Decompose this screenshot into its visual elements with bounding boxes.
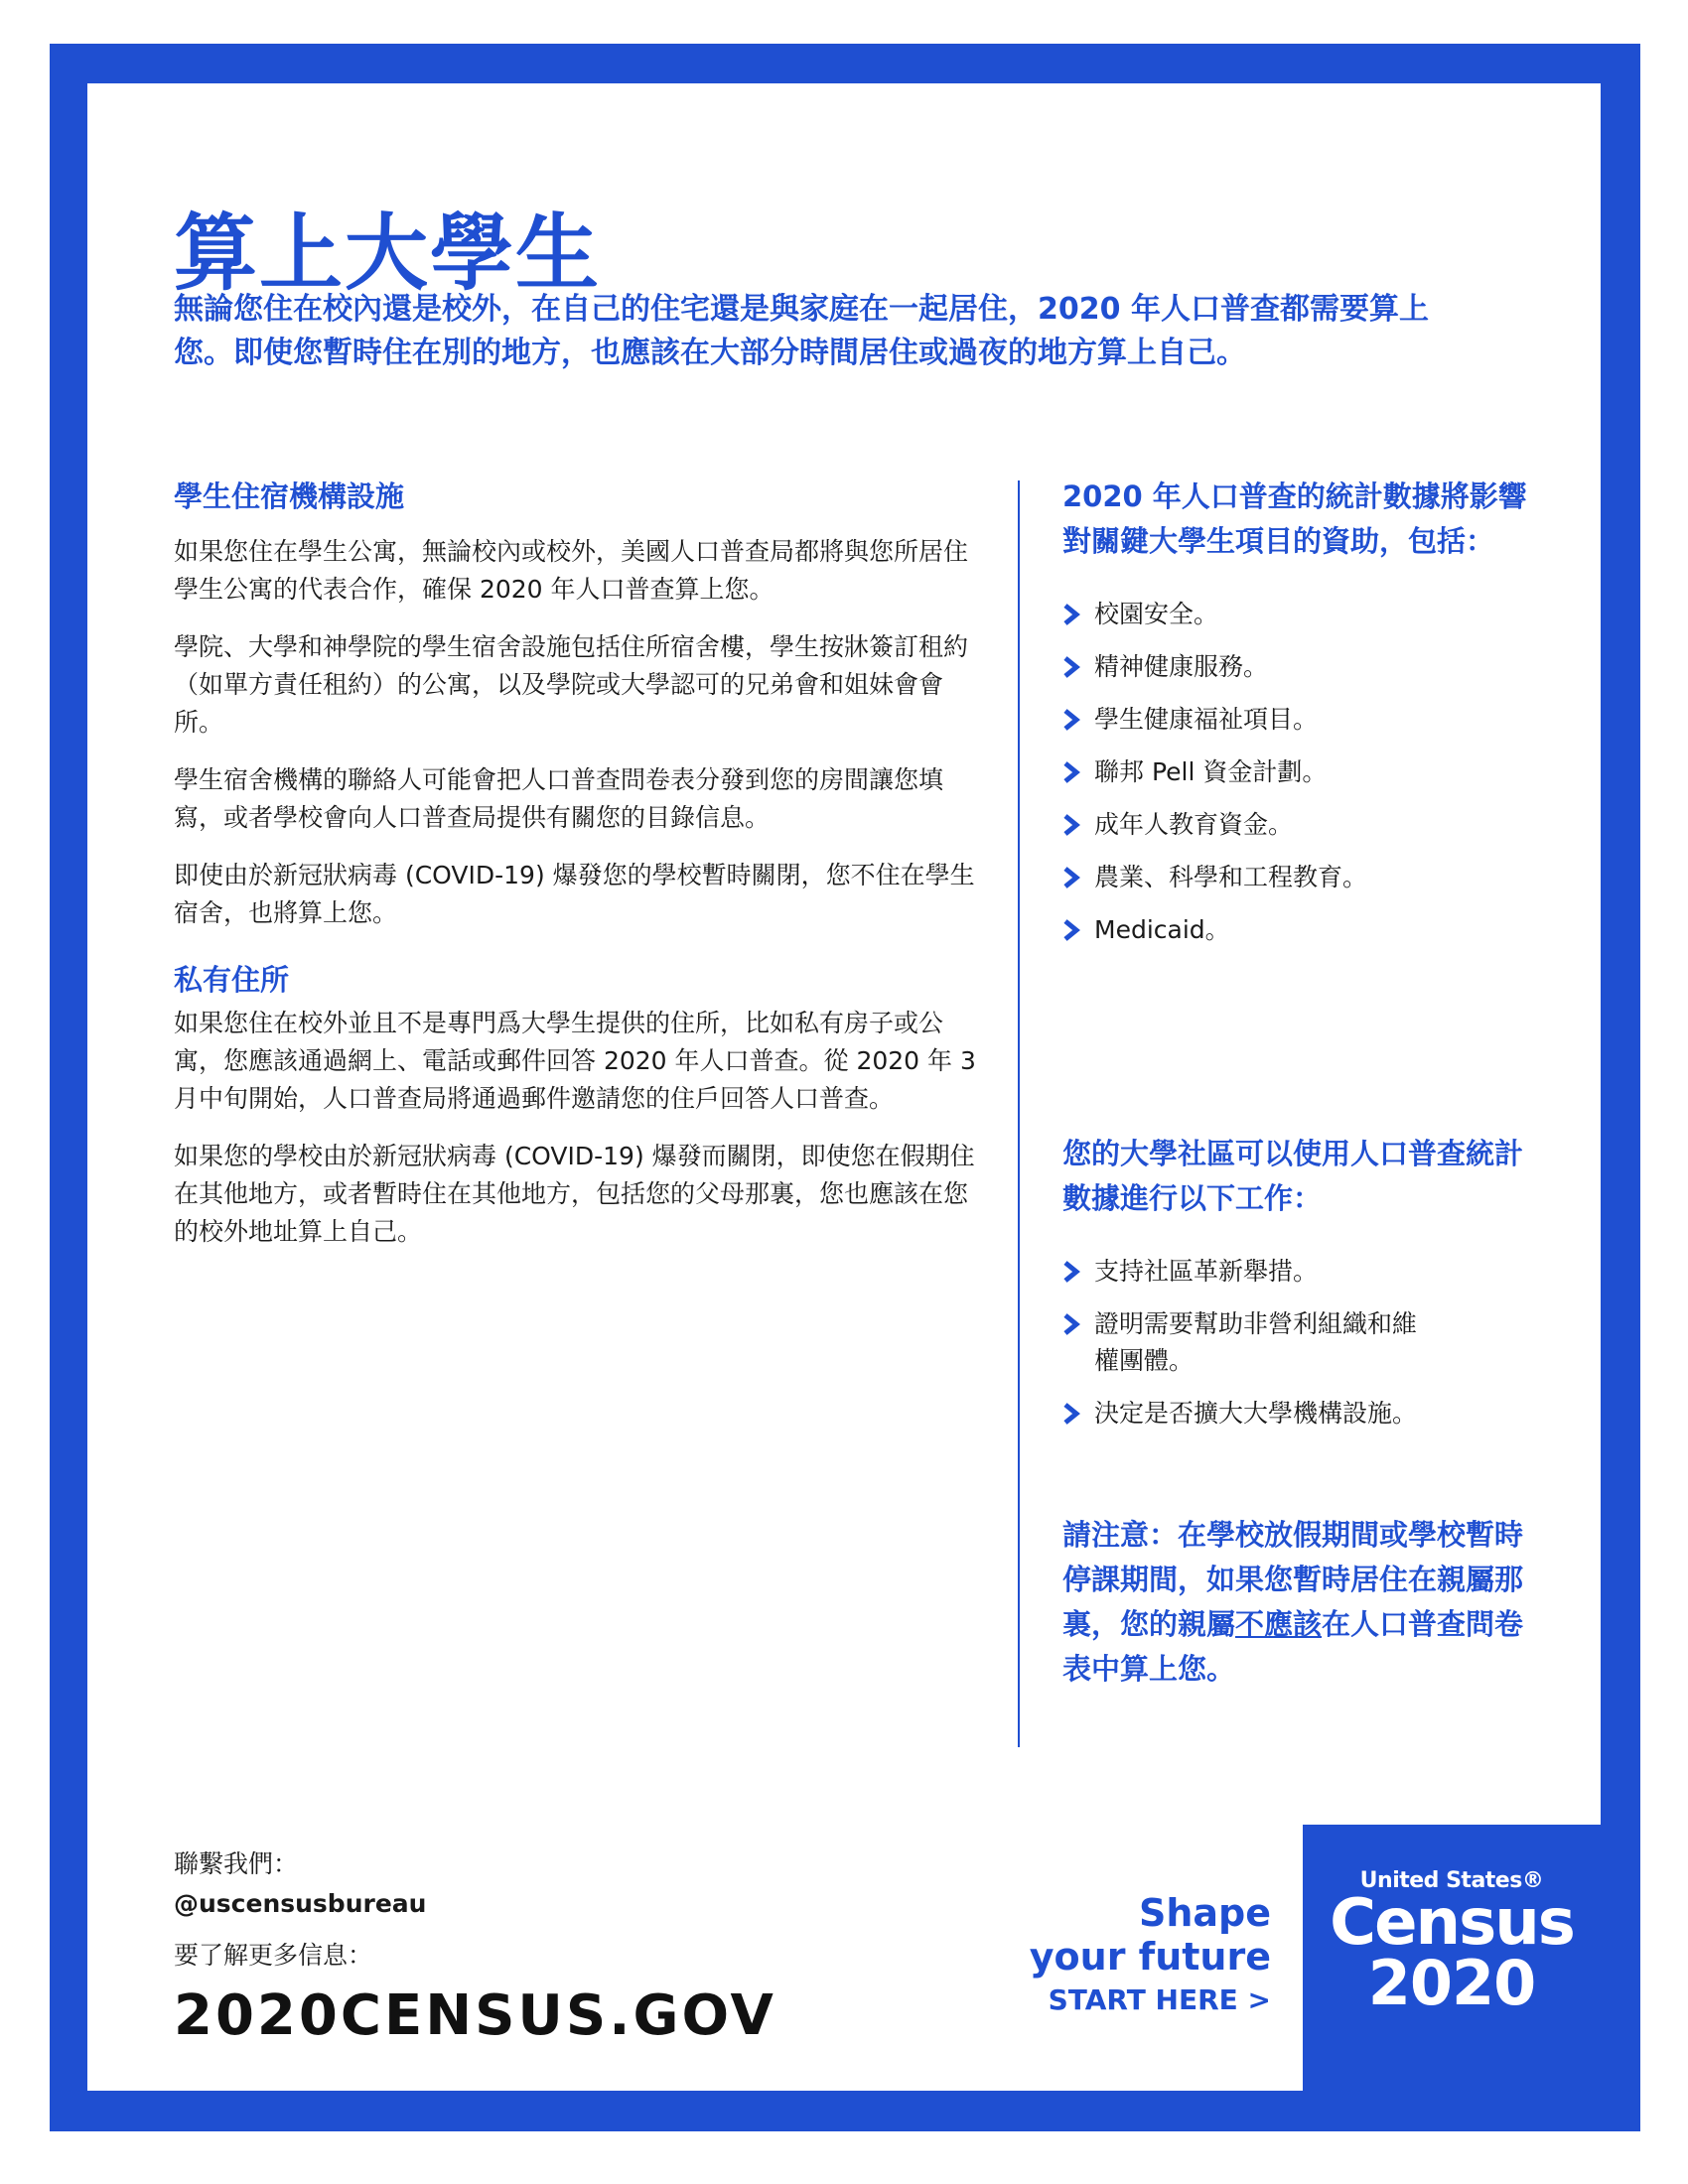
section-heading-private-housing: 私有住所 bbox=[174, 963, 290, 997]
list-item: Medicaid。 bbox=[1062, 911, 1529, 948]
list-item: 聯邦 Pell 資金計劃。 bbox=[1062, 753, 1529, 790]
start-here-link[interactable]: START HERE > bbox=[1048, 1983, 1271, 2016]
page-title: 算上大學生 bbox=[174, 205, 602, 302]
chevron-right-icon bbox=[1062, 761, 1080, 783]
list-item: 成年人教育資金。 bbox=[1062, 806, 1529, 843]
list-item: 決定是否擴大大學機構設施。 bbox=[1062, 1395, 1529, 1432]
list-item: 精神健康服務。 bbox=[1062, 648, 1529, 685]
list-item: 校園安全。 bbox=[1062, 596, 1529, 632]
note-text: 請注意：在學校放假期間或學校暫時停課期間，如果您暫時居住在親屬那裏，您的親屬不應該在人口普查問卷表中算上您。 bbox=[1062, 1518, 1524, 1686]
chevron-right-icon bbox=[1062, 919, 1080, 941]
list-item: 學生健康福祉項目。 bbox=[1062, 701, 1529, 738]
website-link[interactable]: 2020CENSUS.GOV bbox=[174, 1983, 776, 2048]
funding-section bbox=[1062, 475, 1529, 964]
social-handle-link[interactable]: @uscensusbureau bbox=[174, 1889, 427, 1918]
funding-list bbox=[1062, 596, 1529, 948]
list-item: 支持社區革新舉措。 bbox=[1062, 1253, 1529, 1290]
chevron-right-icon bbox=[1062, 1261, 1080, 1283]
left-column bbox=[174, 475, 988, 1271]
list-item: 證明需要幫助非營利組織和維權團體。 bbox=[1062, 1305, 1432, 1379]
chevron-right-icon bbox=[1062, 1403, 1080, 1425]
paragraph: 學院、大學和神學院的學生宿舍設施包括住所宿舍樓，學生按牀簽訂租約（如單方責任租約）的公寓，以及學院或大學認可的兄弟會和姐妹會會所。 bbox=[174, 632, 969, 737]
contact-label: 聯繫我們： bbox=[174, 1849, 299, 1878]
shape-your-future-slogan: Shape your future START HERE > bbox=[1023, 1891, 1271, 2022]
list-item: 農業、科學和工程教育。 bbox=[1062, 859, 1529, 895]
chevron-right-icon bbox=[1062, 604, 1080, 625]
paragraph: 如果您住在學生公寓，無論校內或校外，美國人口普查局都將與您所居住學生公寓的代表合作，確保 2020 年人口普查算上您。 bbox=[174, 537, 969, 604]
chevron-right-icon bbox=[1062, 656, 1080, 678]
chevron-right-icon bbox=[1062, 867, 1080, 888]
contact-block bbox=[174, 1846, 869, 2048]
paragraph: 如果您的學校由於新冠狀病毒 (COVID-19) 爆發而關閉，即使您在假期住在其他地方，或者暫時住在其他地方，包括您的父母那裏，您也應該在您的校外地址算上自己。 bbox=[174, 1142, 975, 1246]
paragraph: 學生宿舍機構的聯絡人可能會把人口普查問卷表分發到您的房間讓您填寫，或者學校會向人口普查局提供有關您的目錄信息。 bbox=[174, 765, 944, 832]
paragraph: 即使由於新冠狀病毒 (COVID-19) 爆發您的學校暫時關閉，您不住在學生宿舍，也將算上您。 bbox=[174, 861, 975, 927]
community-list bbox=[1062, 1253, 1529, 1432]
community-heading: 您的大學社區可以使用人口普查統計數據進行以下工作： bbox=[1062, 1137, 1524, 1215]
note-emphasis: 不應該 bbox=[1235, 1607, 1323, 1641]
column-divider bbox=[1018, 480, 1020, 1747]
chevron-right-icon bbox=[1062, 1313, 1080, 1335]
chevron-right-icon bbox=[1062, 709, 1080, 731]
intro-paragraph: 無論您住在校內還是校外，在自己的住宅還是與家庭在一起居住，2020 年人口普查都需要算上您。即使您暫時住在別的地方，也應該在大部分時間居住或過夜的地方算上自己。 bbox=[174, 292, 1429, 370]
funding-heading: 2020 年人口普查的統計數據將影響對關鍵大學生項目的資助，包括： bbox=[1062, 479, 1527, 558]
census-2020-logo: United States® Census 2020 bbox=[1303, 1825, 1601, 2091]
community-section bbox=[1062, 1132, 1529, 1447]
more-info-label: 要了解更多信息： bbox=[174, 1941, 373, 1970]
section-heading-student-housing: 學生住宿機構設施 bbox=[174, 479, 405, 513]
chevron-right-icon bbox=[1062, 814, 1080, 836]
paragraph: 如果您住在校外並且不是專門爲大學生提供的住所，比如私有房子或公寓，您應該通過網上、電話或郵件回答 2020 年人口普查。從 2020 年 3 月中旬開始，人口普查局將通過郵件邀請您的住戶回答人口普查。 bbox=[174, 1009, 976, 1113]
